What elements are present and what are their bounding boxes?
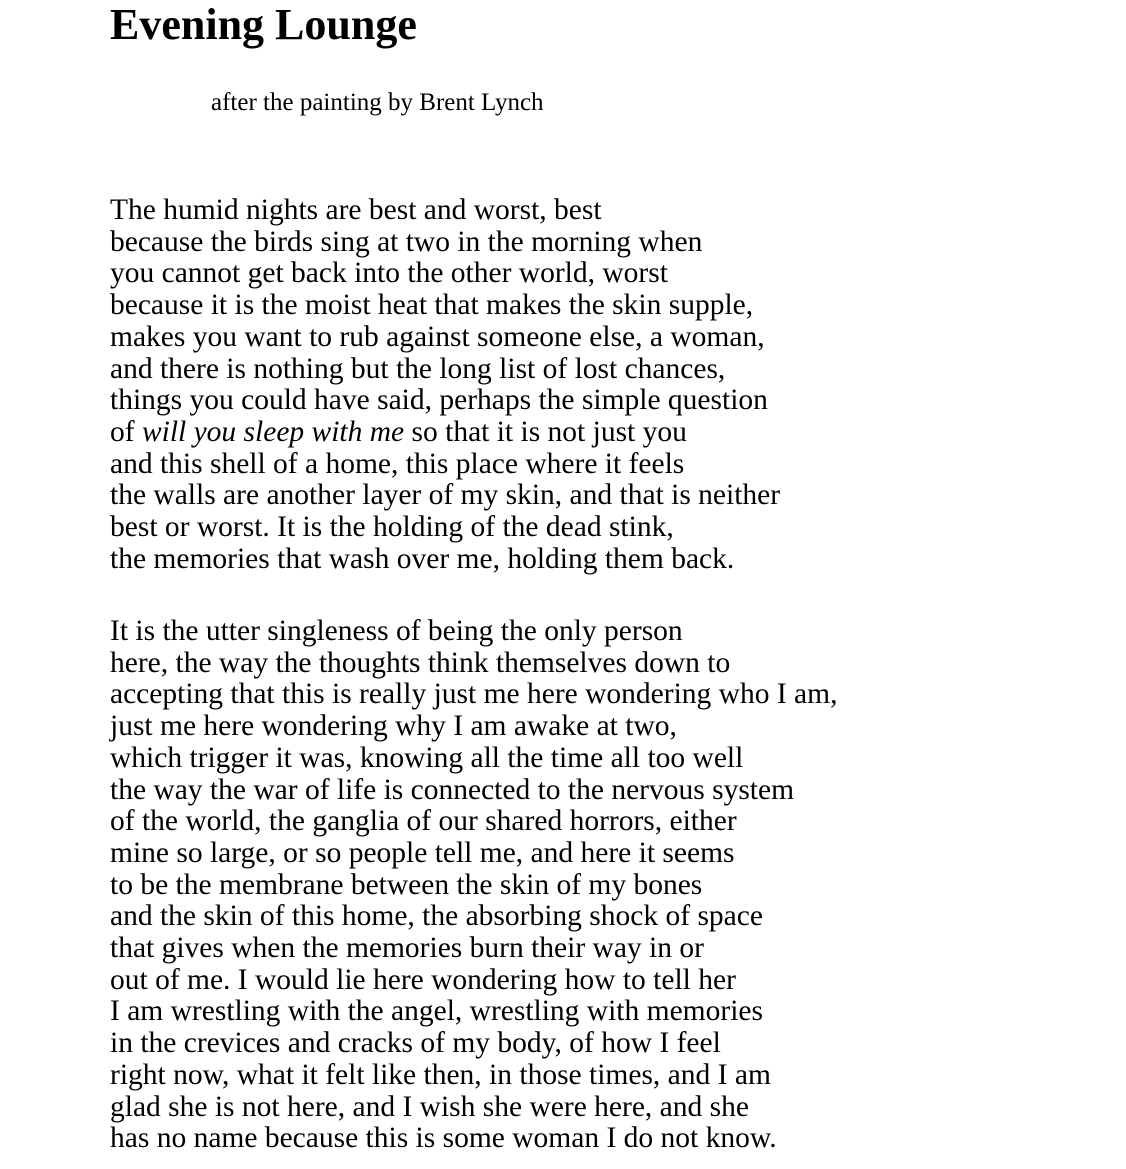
poem-line: best or worst. It is the holding of the dead stink,: [110, 511, 674, 544]
stanza-1: [110, 195, 780, 575]
poem-line: you cannot get back into the other world, worst: [110, 257, 668, 290]
poem-line: makes you want to rub against someone else, a woman,: [110, 320, 765, 353]
poem-line: out of me. I would lie here wondering how to tell her: [110, 963, 736, 996]
stanza-2: [110, 616, 837, 1155]
poem-line: in the crevices and cracks of my body, of how I feel: [110, 1027, 721, 1060]
poem-line: It is the utter singleness of being the only person: [110, 615, 683, 647]
poem-line: right now, what it felt like then, in those times, and I am: [110, 1058, 771, 1091]
poem-line: the way the war of life is connected to the nervous system: [110, 773, 795, 806]
line-text: of: [110, 415, 142, 448]
poem-line: of the world, the ganglia of our shared horrors, either: [110, 805, 737, 838]
poem-line: to be the membrane between the skin of my bones: [110, 868, 703, 901]
poem-line: things you could have said, perhaps the simple question: [110, 384, 768, 417]
poem-line: because it is the moist heat that makes the skin supple,: [110, 289, 754, 322]
poem-line: has no name because this is some woman I do not know.: [110, 1122, 777, 1155]
poem-line: mine so large, or so people tell me, and here it seems: [110, 836, 735, 869]
poem-line: because the birds sing at two in the morning when: [110, 225, 703, 258]
poem-line: and there is nothing but the long list of lost chances,: [110, 352, 726, 385]
poem-dedication: after the painting by Brent Lynch: [211, 89, 544, 116]
poem-line-with-italic: [110, 417, 780, 449]
poem-line: the walls are another layer of my skin, and that is neither: [110, 479, 781, 512]
poem-line: I am wrestling with the angel, wrestling with memories: [110, 995, 763, 1028]
poem-line: the memories that wash over me, holding them back.: [110, 542, 735, 575]
poem-line: The humid nights are best and worst, best: [110, 194, 602, 226]
poem-line: here, the way the thoughts think themselves down to: [110, 646, 731, 679]
poem-title: Evening Lounge: [110, 0, 417, 49]
poem-line: that gives when the memories burn their way in or: [110, 932, 704, 965]
poem-line: accepting that this is really just me here wondering who I am,: [110, 678, 838, 711]
poem-line: which trigger it was, knowing all the time all too well: [110, 741, 744, 774]
poem-line: and the skin of this home, the absorbing shock of space: [110, 900, 763, 933]
line-text: so that it is not just you: [404, 415, 687, 448]
poem-line: and this shell of a home, this place where it feels: [110, 447, 685, 480]
italic-phrase: will you sleep with me: [141, 415, 405, 448]
poem-line: just me here wondering why I am awake at two,: [110, 710, 677, 743]
poem-line: glad she is not here, and I wish she were here, and she: [110, 1090, 749, 1123]
